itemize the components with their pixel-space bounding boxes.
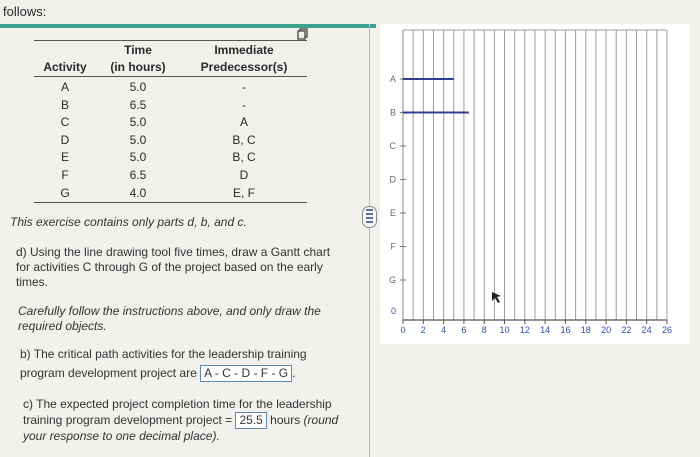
part-c-line1: c) The expected project completion time for the leadership bbox=[23, 397, 332, 411]
pane-divider bbox=[369, 24, 370, 457]
instructions bbox=[18, 304, 321, 334]
header-in-hours: (in hours) bbox=[110, 60, 166, 74]
intro-text: follows: bbox=[3, 4, 47, 19]
activity-label: D bbox=[389, 174, 396, 185]
grip-dots-icon bbox=[366, 209, 373, 225]
x-tick-label: 10 bbox=[499, 325, 510, 335]
activity-label: C bbox=[389, 141, 396, 151]
part-b-line1: b) The critical path activities for the leadership training bbox=[20, 347, 307, 361]
gantt-drawing-area[interactable] bbox=[380, 24, 690, 344]
instructions-line1: Carefully follow the instructions above, and only draw the bbox=[18, 304, 321, 318]
table-cell-activity: D bbox=[60, 132, 70, 147]
part-b-question bbox=[20, 347, 307, 382]
x-tick-label: 16 bbox=[560, 325, 571, 335]
x-tick-label: 0 bbox=[400, 325, 406, 335]
table-cell-pred: B, C bbox=[232, 132, 256, 147]
activity-label: G bbox=[388, 275, 396, 285]
table-cell-activity: G bbox=[60, 185, 70, 200]
mouse-cursor-icon bbox=[492, 292, 501, 303]
table-cell-time: 5.0 bbox=[129, 132, 147, 147]
x-tick-label: 26 bbox=[661, 325, 673, 335]
activity-label: F bbox=[390, 241, 396, 252]
table-cell-activity: E bbox=[60, 150, 69, 165]
part-c-question bbox=[23, 397, 338, 444]
table-cell-pred: E, F bbox=[232, 185, 255, 200]
x-tick-label: 18 bbox=[580, 325, 591, 335]
section-divider bbox=[0, 24, 376, 28]
x-tick-label: 2 bbox=[420, 325, 426, 335]
part-d-line2: for activities C through G of the project based on the early bbox=[16, 260, 323, 274]
activity-label: A bbox=[389, 74, 396, 84]
exercise-note: This exercise contains only parts d, b, and c. bbox=[10, 215, 247, 229]
completion-time-answer-field[interactable]: 25.5 bbox=[235, 412, 266, 429]
table-cell-activity: F bbox=[61, 168, 69, 182]
part-d-line1: d) Using the line drawing tool five times, draw a Gantt chart bbox=[16, 245, 331, 259]
part-c-line3: your response to one decimal place). bbox=[23, 429, 220, 443]
table-cell-pred: B, C bbox=[232, 150, 256, 165]
header-predecessors: Predecessor(s) bbox=[200, 60, 288, 74]
table-cell-pred: - bbox=[242, 80, 246, 94]
table-cell-time: 6.5 bbox=[129, 168, 147, 182]
table-top-rule bbox=[34, 40, 307, 41]
x-tick-label: 22 bbox=[621, 325, 632, 335]
table-cell-time: 5.0 bbox=[129, 150, 147, 165]
table-cell-activity: A bbox=[60, 80, 69, 94]
header-immediate: Immediate bbox=[214, 43, 274, 57]
part-b-line2: program development project are bbox=[20, 366, 197, 380]
x-tick-label: 20 bbox=[601, 325, 612, 335]
table-header-rule bbox=[34, 76, 307, 77]
part-b-suffix: . bbox=[292, 366, 296, 380]
table-cell-time: 6.5 bbox=[129, 97, 147, 112]
x-tick-label: 24 bbox=[641, 325, 652, 335]
critical-path-answer-field[interactable]: A - C - D - F - G bbox=[200, 365, 292, 382]
table-cell-activity: C bbox=[60, 115, 70, 130]
activity-label: B bbox=[389, 107, 396, 118]
header-activity: Activity bbox=[43, 60, 87, 74]
part-d-question bbox=[16, 245, 330, 290]
part-c-round: (round bbox=[303, 413, 339, 427]
part-c-line2: training program development project = bbox=[23, 413, 233, 427]
y-origin-label: 0 bbox=[390, 306, 396, 316]
copy-icon[interactable] bbox=[297, 28, 309, 40]
x-tick-label: 8 bbox=[481, 325, 487, 335]
table-cell-time: 4.0 bbox=[129, 185, 147, 200]
x-tick-label: 12 bbox=[519, 325, 530, 335]
table-cell-time: 5.0 bbox=[129, 115, 147, 130]
part-d-line3: times. bbox=[16, 275, 49, 289]
table-cell-pred: D bbox=[239, 168, 249, 182]
table-cell-pred: - bbox=[242, 97, 246, 112]
gantt-grid[interactable] bbox=[380, 24, 690, 344]
table-cell-time: 5.0 bbox=[129, 80, 147, 94]
activity-label: E bbox=[389, 208, 396, 218]
table-cell-pred: A bbox=[239, 115, 248, 130]
x-tick-label: 6 bbox=[461, 325, 467, 335]
pane-resize-handle[interactable] bbox=[362, 206, 377, 228]
part-c-hours: hours bbox=[270, 413, 301, 427]
x-tick-label: 4 bbox=[441, 325, 447, 335]
table-cell-activity: B bbox=[60, 97, 69, 112]
table-bottom-rule bbox=[34, 202, 307, 203]
instructions-line2: required objects. bbox=[18, 319, 107, 333]
header-time: Time bbox=[124, 43, 152, 57]
x-tick-label: 14 bbox=[540, 325, 551, 335]
